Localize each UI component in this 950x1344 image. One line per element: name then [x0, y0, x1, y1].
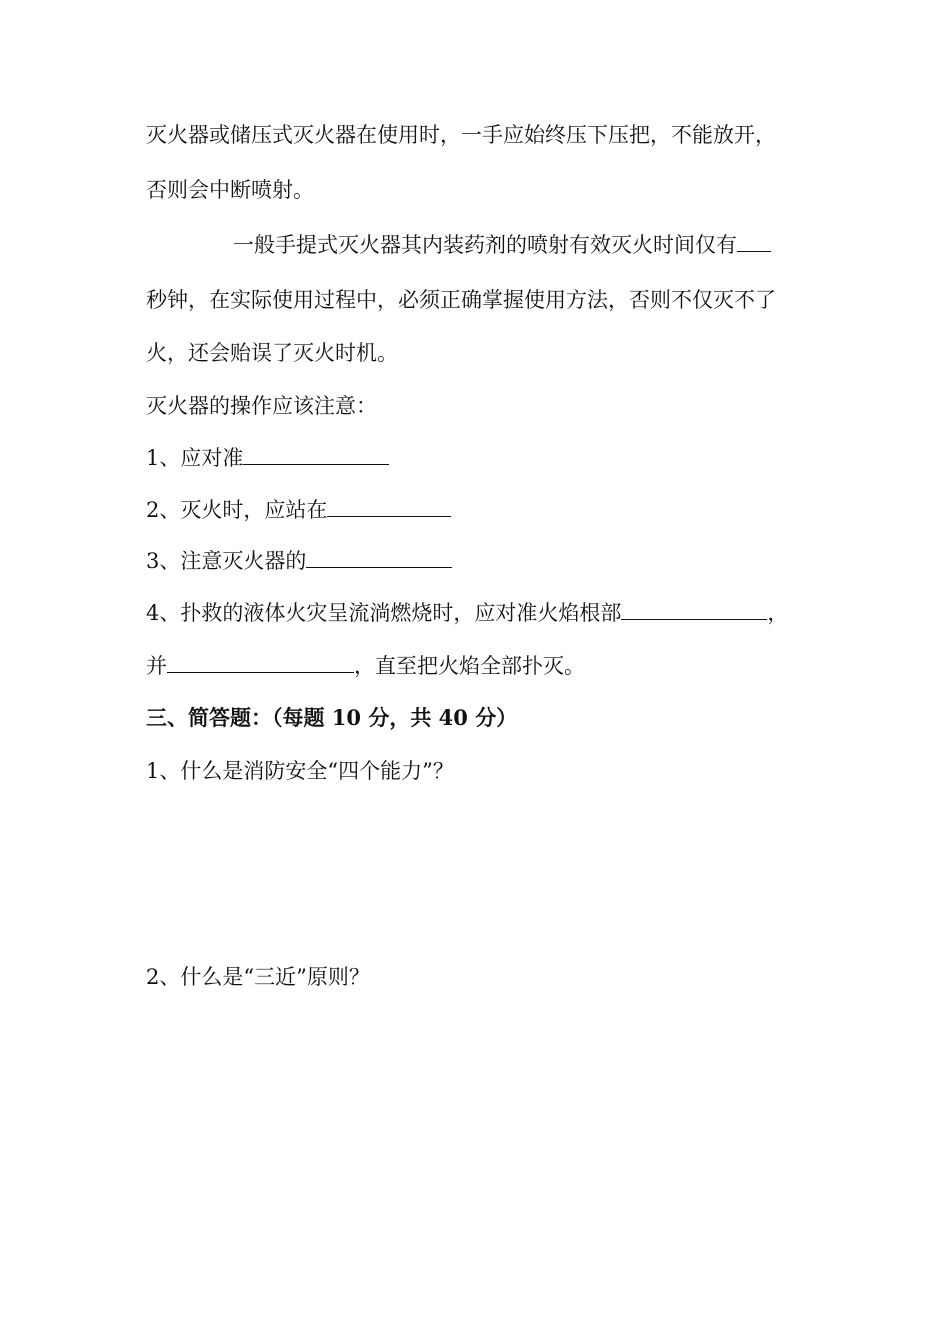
item-2: [146, 495, 451, 525]
question-1: 1、什么是消防安全“四个能力”？: [146, 759, 454, 783]
item-4-cont-suffix: ，直至把火焰全部扑灭。: [354, 654, 585, 678]
item-4-cont-prefix: 并: [146, 654, 167, 678]
operation-heading: 灭火器的操作应该注意：: [146, 394, 377, 418]
item-4-suffix: ，: [767, 601, 789, 625]
paragraph1-line2: 否则会中断喷射。: [146, 178, 314, 202]
paragraph2-line3: 火，还会贻误了灭火时机。: [146, 341, 398, 365]
item-2-text: 2、灭火时，应站在: [146, 498, 328, 522]
item-3: [146, 546, 452, 576]
item-4: [146, 598, 788, 628]
item-4-continued: [146, 651, 585, 681]
paragraph2-line1: [233, 230, 771, 260]
question-2: 2、什么是“三近”原则？: [146, 965, 370, 989]
answer-blank[interactable]: [737, 231, 771, 252]
paragraph1-line1: 灭火器或储压式灭火器在使用时，一手应始终压下压把，不能放开，: [146, 123, 776, 147]
answer-blank[interactable]: [327, 496, 451, 517]
answer-blank[interactable]: [306, 547, 452, 568]
item-4-text: 4、扑救的液体火灾呈流淌燃烧时，应对准火焰根部: [146, 601, 622, 625]
answer-blank[interactable]: [167, 652, 354, 673]
item-1: [146, 443, 389, 473]
item-3-text: 3、注意灭火器的: [146, 549, 307, 573]
item-1-text: 1、应对准: [146, 446, 244, 470]
paragraph2-line1-text: 一般手提式灭火器其内装药剂的喷射有效灭火时间仅有: [233, 233, 737, 257]
section3-title: 三、简答题：（每题 10 分，共 40 分）: [146, 705, 518, 730]
answer-blank[interactable]: [243, 444, 389, 465]
answer-blank[interactable]: [621, 599, 767, 620]
paragraph2-line2: 秒钟，在实际使用过程中，必须正确掌握使用方法，否则不仅灭不了: [146, 288, 776, 312]
